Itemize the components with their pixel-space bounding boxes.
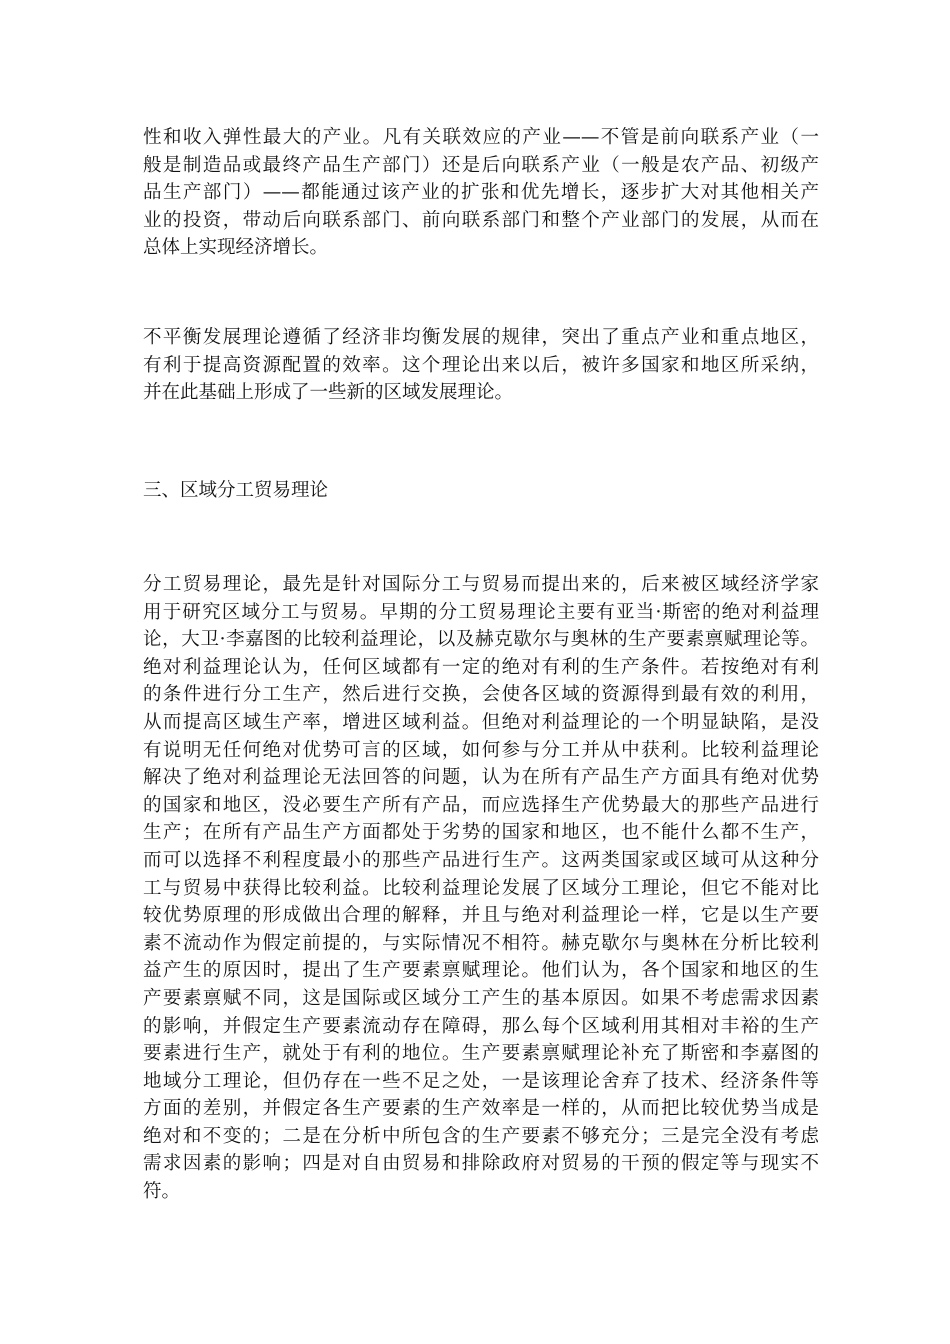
- paragraph-line: 生产；在所有产品生产方面都处于劣势的国家和地区，也不能什么都不生产，: [143, 822, 819, 844]
- paragraph-line: 解决了绝对利益理论无法回答的问题，认为在所有产品生产方面具有绝对优势: [143, 767, 819, 789]
- paragraph-unbalanced-theory-summary: [143, 324, 819, 407]
- paragraph-line: 方面的差别，并假定各生产要素的生产效率是一样的，从而把比较优势当成是: [143, 1098, 819, 1120]
- paragraph-line: 品生产部门）——都能通过该产业的扩张和优先增长，逐步扩大对其他相关产: [143, 182, 819, 204]
- paragraph-line: 业的投资，带动后向联系部门、前向联系部门和整个产业部门的发展，从而在: [143, 209, 819, 231]
- paragraph-line: 工与贸易中获得比较利益。比较利益理论发展了区域分工理论，但它不能对比: [143, 877, 819, 899]
- paragraph-line: 产要素禀赋不同，这是国际或区域分工产生的基本原因。如果不考虑需求因素: [143, 987, 819, 1009]
- paragraph-line: 的国家和地区，没必要生产所有产品，而应选择生产优势最大的那些产品进行: [143, 794, 819, 816]
- paragraph-line: 论，大卫·李嘉图的比较利益理论，以及赫克歇尔与奥林的生产要素禀赋理论等。: [143, 629, 819, 651]
- paragraph-line: 用于研究区域分工与贸易。早期的分工贸易理论主要有亚当·斯密的绝对利益理: [143, 601, 819, 623]
- paragraph-line: 要素进行生产，就处于有利的地位。生产要素禀赋理论补充了斯密和李嘉图的: [143, 1043, 819, 1065]
- paragraph-line: 素不流动作为假定前提的，与实际情况不相符。赫克歇尔与奥林在分析比较利: [143, 932, 819, 954]
- paragraph-line: 并在此基础上形成了一些新的区域发展理论。: [143, 382, 514, 404]
- paragraph-line: 符。: [143, 1181, 181, 1203]
- paragraph-line: 有利于提高资源配置的效率。这个理论出来以后，被许多国家和地区所采纳，: [143, 354, 819, 376]
- paragraph-unbalanced-growth-linkage: [143, 124, 819, 262]
- section-heading-text: 三、区域分工贸易理论: [143, 480, 329, 501]
- paragraph-line: 不平衡发展理论遵循了经济非均衡发展的规律，突出了重点产业和重点地区，: [143, 327, 819, 348]
- paragraph-line: 绝对和不变的；二是在分析中所包含的生产要素不够充分；三是完全没有考虑: [143, 1125, 819, 1147]
- section-heading: [143, 477, 819, 505]
- paragraph-division-trade-theory: [143, 571, 819, 1206]
- paragraph-line: 地域分工理论，但仍存在一些不足之处，一是该理论舍弃了技术、经济条件等: [143, 1070, 819, 1092]
- paragraph-line: 需求因素的影响；四是对自由贸易和排除政府对贸易的干预的假定等与现实不: [143, 1153, 819, 1175]
- paragraph-line: 从而提高区域生产率，增进区域利益。但绝对利益理论的一个明显缺陷，是没: [143, 711, 819, 733]
- paragraph-line: 而可以选择不利程度最小的那些产品进行生产。这两类国家或区域可从这种分: [143, 849, 819, 871]
- paragraph-line: 益产生的原因时，提出了生产要素禀赋理论。他们认为，各个国家和地区的生: [143, 960, 819, 982]
- paragraph-line: 分工贸易理论，最先是针对国际分工与贸易而提出来的，后来被区域经济学家: [143, 574, 819, 595]
- paragraph-line: 总体上实现经济增长。: [143, 237, 329, 259]
- paragraph-line: 性和收入弹性最大的产业。凡有关联效应的产业——不管是前向联系产业（一: [143, 127, 819, 148]
- paragraph-line: 的条件进行分工生产，然后进行交换，会使各区域的资源得到最有效的利用，: [143, 684, 819, 706]
- paragraph-line: 的影响，并假定生产要素流动存在障碍，那么每个区域利用其相对丰裕的生产: [143, 1015, 819, 1037]
- paragraph-line: 较优势原理的形成做出合理的解释，并且与绝对利益理论一样，它是以生产要: [143, 905, 819, 927]
- paragraph-line: 般是制造品或最终产品生产部门）还是后向联系产业（一般是农产品、初级产: [143, 154, 819, 176]
- paragraph-line: 绝对利益理论认为，任何区域都有一定的绝对有利的生产条件。若按绝对有利: [143, 656, 819, 678]
- paragraph-line: 有说明无任何绝对优势可言的区域，如何参与分工并从中获利。比较利益理论: [143, 739, 819, 761]
